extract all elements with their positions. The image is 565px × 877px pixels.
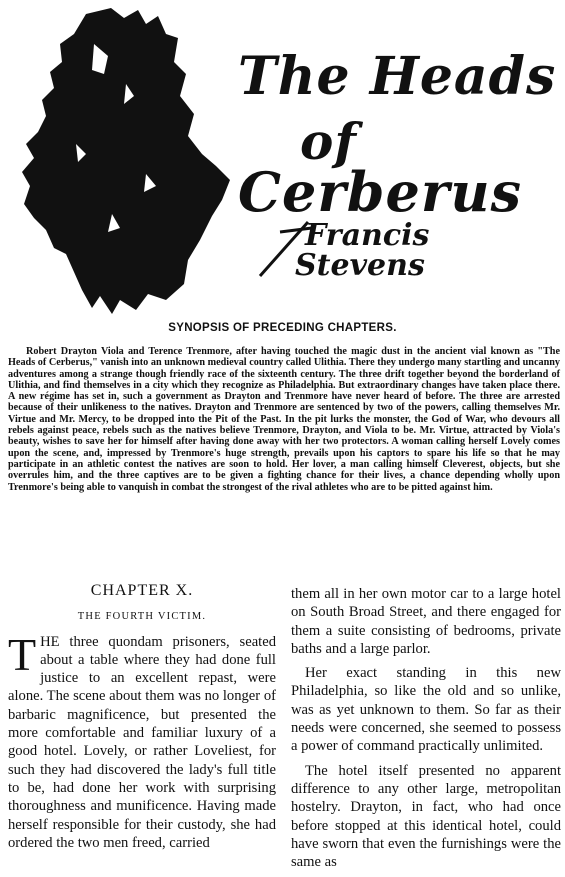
cerberus-ink-illustration bbox=[16, 4, 236, 316]
synopsis-body: Robert Drayton Viola and Terence Trenmore, after having touched the magic dust in the ancient vial known as "The Heads of Cerberus," vanish into an unknown medieval country called Ulithia. There they undergo many startling and uncanny adventures among a strange though friendly race of the sixteenth century. The three drift together beyond the borderland of Ulithia, and find themselves in a city which they recognize as Philadelphia. But extraordinary changes have taken place there. A new régime has set in, such a government as Drayton and Trenmore have never heard of before. The three are arrested because of their unlikeness to the natives. Drayton and Trenmore are sentenced by two of the powers, calling themselves Mr. Virtue and Mr. Mercy, to be dropped into the Pit of the Past. In the pit lurks the monster, the God of War, who devours all rebels against peace, rebels such as the natives believe Trenmore, Drayton, and Viola to be. Mr. Virtue, attracted by Viola's beauty, wishes to save her for himself after having done away with her two protectors. A woman calling herself Lovely comes upon the scene, and, impressed by Trenmore's huge strength, prevails upon his captors to spare his life so that he may participate in an athletic contest the natives are soon to hold. Her lover, a man calling himself Cleverest, objects, but she overrules him, and the three captives are to be given a fighting chance for their lives, a chance depending wholly upon Trenmore's being able to vanquish in combat the strongest of the rival athletes who are to be pitted against him. bbox=[8, 346, 560, 493]
chapter-number: CHAPTER X. bbox=[90, 582, 194, 599]
paragraph-text: HE three quondam prisoners, seated about a table where they had done full justice to an excellent repast, were alone. The scene about them was no longer of barbaric magnificence, but presented the more comfortable and familiar luxury of a good hotel. Lovely, or rather Loveliest, for such they had discovered the lady's full title to be, had done her work with surprising thoroughness and munificence. Having made herself responsible for their custody, she had ordered the two men freed, carried bbox=[8, 633, 276, 851]
paragraph bbox=[8, 628, 276, 853]
chapter-title: THE FOURTH VICTIM. bbox=[77, 611, 207, 623]
title-line-2: of bbox=[300, 112, 357, 171]
paragraph: them all in her own motor car to a large hotel on South Broad Street, and there engaged for them a suite consisting of bedrooms, private baths and a large parlor. bbox=[291, 586, 561, 657]
title-line-1: The Heads bbox=[238, 46, 557, 107]
paragraph: Her exact standing in this new Philadelphia, so like the old and so unlike, was as yet unknown to them. So far as their needs were concerned, she seemed to possess a power of command practically unlimited. bbox=[291, 665, 561, 755]
paragraph: The hotel itself presented no apparent difference to any other large, metropolitan hostelry. Drayton, in fact, who had once before stopped at this identical hotel, could have sworn that even the furnishings were the same as bbox=[291, 762, 561, 871]
drop-cap: T bbox=[8, 628, 37, 680]
story-column-right bbox=[291, 585, 561, 877]
title-line-3: Cerberus bbox=[238, 160, 523, 224]
author-first-name: Francis bbox=[305, 218, 430, 253]
story-column-left bbox=[8, 582, 276, 858]
synopsis-heading: SYNOPSIS OF PRECEDING CHAPTERS. bbox=[168, 322, 397, 334]
author-last-name: Stevens bbox=[295, 248, 425, 283]
